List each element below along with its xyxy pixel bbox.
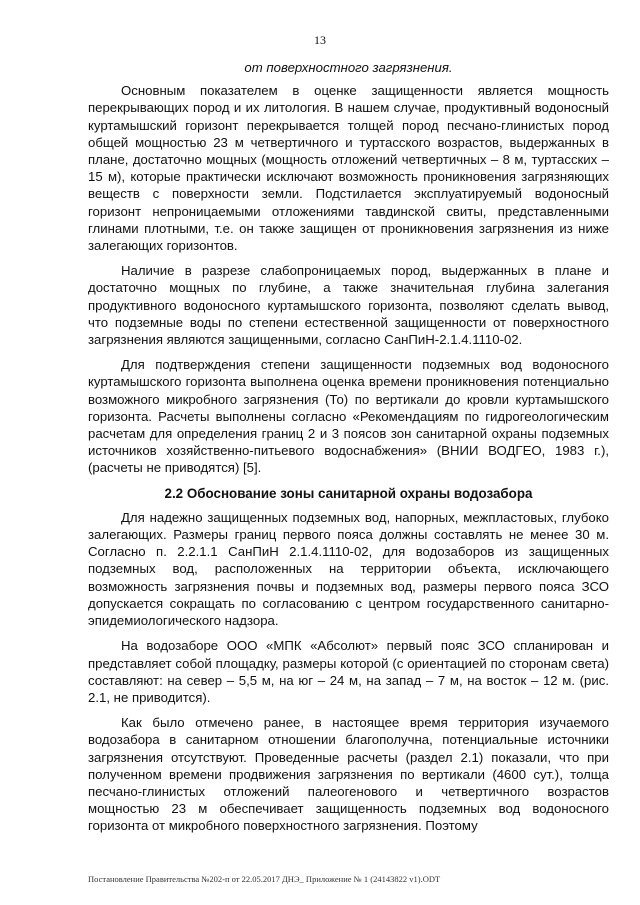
paragraph-calculation-method: Для подтверждения степени защищенности подземных вод водоносного куртамышского горизонта выполнена оценка времени проникновения потенциально возможного микробного загрязнения (То) по вертикали до кровли куртамышского горизонта. Расчеты выполнены согласно «Рекомендациям по гидрогеологическим расчетам для определения границ 2 и 3 поясов зон санитарной охраны подземных источников хозяйственно-питьевого водоснабжения» (ВНИИ ВОДГЕО, 1983 г.), (расчеты не приводятся) [5]. (88, 357, 609, 476)
page-footer: Постановление Правительства №202-п от 22.05.2017 ДНЭ_ Приложение № 1 (24143822 v1).ODT (88, 874, 441, 884)
paragraph-protection-conclusion: Наличие в разрезе слабопроницаемых пород, выдержанных в плане и достаточно мощных по глубине, а также значительная глубина залегания продуктивного водоносного куртамышского горизонта, позволяют сделать вывод, что подземные воды по степени естественной защищенности от поверхностного загрязнения являются защищенными, согласно СанПиН-2.1.4.1110-02. (88, 263, 609, 348)
paragraph-current-state: Как было отмечено ранее, в настоящее время территория изучаемого водозабора в санитарном отношении благополучна, потенциальные источники загрязнения отсутствуют. Проведенные расчеты (раздел 2.1) показали, что при полученном времени продвижения загрязнения по вертикали (4600 сут.), толща песчано-глинистых отложений палеогенового и четвертичного возрастов мощностью 23 м обеспечивает защищенность подземных вод водоносного горизонта от микробного поверхностного загрязнения. Поэтому (88, 715, 609, 834)
page-number: 13 (314, 33, 326, 47)
document-body (88, 59, 609, 843)
section-heading: 2.2 Обоснование зоны санитарной охраны водозабора (164, 485, 533, 501)
paragraph-zone-size: Для надежно защищенных подземных вод, напорных, межпластовых, глубоко залегающих. Размеры границ первого пояса должны составлять не менее 30 м. Согласно п. 2.2.1.1 СанПиН 2.1.4.1110-02, для водозаборов из защищенных подземных вод, расположенных на территории объекта, исключающего возможность загрязнения почвы и подземных вод, размеры первого пояса ЗСО допускается сокращать по согласованию с центром государственного санитарно-эпидемиологического надзора. (88, 509, 609, 629)
lead-line: от поверхностного загрязнения. (244, 60, 453, 75)
paragraph-first-belt: На водозаборе ООО «МПК «Абсолют» первый пояс ЗСО спланирован и представляет собой площадку, размеры которой (с ориентацией по сторонам света) составляют: на север – 5,5 м, на юг – 24 м, на запад – 7 м, на восток – 12 м. (рис. 2.1, не приводится). (88, 638, 609, 705)
paragraph-overburden: Основным показателем в оценке защищенности является мощность перекрывающих пород и их литология. В нашем случае, продуктивный водоносный куртамышский горизонт перекрывается толщей пород песчано-глинистых пород общей мощностью 23 м четвертичного и туртасского возрастов, выдержанных в плане, достаточно мощных (мощность отложений четвертичных – 8 м, туртасских – 15 м), которые практически исключают возможность проникновения загрязняющих веществ с поверхности земли. Подстилается эксплуатируемый водоносный горизонт непроницаемыми отложениями тавдинской свиты, представленными глинами плотными, т.е. он также защищен от проникновения загрязнения из ниже залегающих горизонтов. (88, 83, 609, 254)
